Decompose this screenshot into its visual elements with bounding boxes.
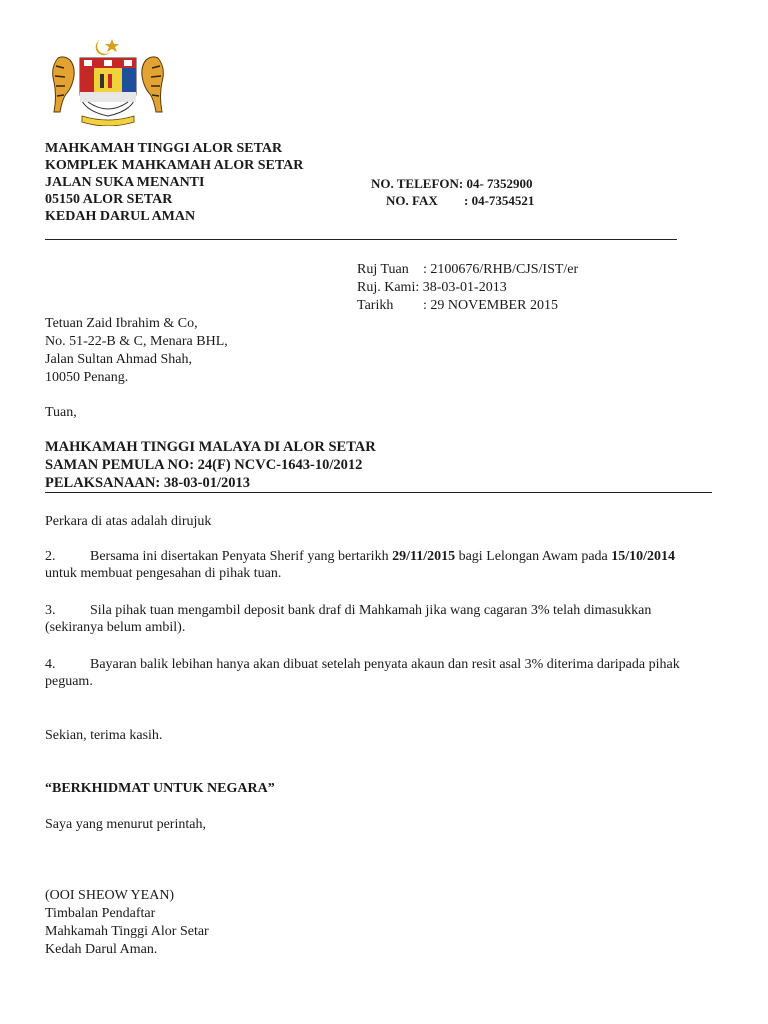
ruj-tuan-row	[357, 261, 578, 278]
org-line-3: JALAN SUKA MENANTI	[45, 175, 205, 190]
org-line-2: KOMPLEK MAHKAMAH ALOR SETAR	[45, 158, 304, 173]
fax-label: NO. FAX	[386, 193, 438, 208]
sheriff-statement-date: 29/11/2015	[392, 549, 456, 564]
telefon-number: NO. TELEFON: 04- 7352900	[371, 176, 533, 191]
subject-divider	[45, 492, 712, 493]
ruj-kami-value: 38-03-01-2013	[422, 280, 507, 295]
subject-line-3: PELAKSANAAN: 38-03-01/2013	[45, 475, 251, 491]
recipient-line-1: Tetuan Zaid Ibrahim & Co,	[45, 316, 198, 331]
motto: “BERKHIDMAT UNTUK NEGARA”	[45, 781, 275, 796]
signatory-location: Kedah Darul Aman.	[45, 942, 158, 957]
auction-date: 15/10/2014	[611, 549, 676, 564]
left-tiger-icon	[53, 57, 75, 112]
recipient-line-4: 10050 Penang.	[45, 370, 129, 385]
right-tiger-icon	[142, 57, 164, 112]
recipient-line-3: Jalan Sultan Ahmad Shah,	[45, 352, 192, 367]
org-line-1: MAHKAMAH TINGGI ALOR SETAR	[45, 141, 283, 156]
paragraph-2-number: 2.	[45, 549, 56, 564]
paragraph-3	[45, 602, 710, 636]
paragraph-4	[45, 656, 710, 690]
intro-paragraph: Perkara di atas adalah dirujuk	[45, 514, 212, 529]
paragraph-2-text-3: untuk membuat pengesahan di pihak tuan.	[45, 566, 282, 581]
tarikh-value: : 29 NOVEMBER 2015	[423, 298, 558, 313]
sign-off: Saya yang menurut perintah,	[45, 817, 206, 832]
tarikh-row	[357, 297, 558, 314]
paragraph-2	[45, 548, 710, 582]
paragraph-3-text: Sila pihak tuan mengambil deposit bank draf di Mahkamah jika wang cagaran 3% telah dimasukkan (sekiranya belum ambil).	[45, 603, 652, 635]
signatory-title: Timbalan Pendaftar	[45, 906, 156, 921]
ruj-tuan-value: : 2100676/RHB/CJS/IST/er	[423, 262, 579, 277]
paragraph-3-number: 3.	[45, 603, 56, 618]
closing-line: Sekian, terima kasih.	[45, 728, 163, 743]
crescent-icon	[96, 40, 110, 55]
ruj-tuan-label: Ruj Tuan	[357, 262, 409, 277]
fax-number: : 04-7354521	[464, 193, 535, 208]
ruj-kami-label: Ruj. Kami:	[357, 280, 420, 295]
subject-line-1: MAHKAMAH TINGGI MALAYA DI ALOR SETAR	[45, 439, 376, 455]
ruj-kami-row	[357, 279, 507, 296]
tarikh-label: Tarikh	[357, 298, 394, 313]
signatory-org: Mahkamah Tinggi Alor Setar	[45, 924, 209, 939]
org-line-5: KEDAH DARUL AMAN	[45, 209, 196, 224]
paragraph-4-text: Bayaran balik lebihan hanya akan dibuat setelah penyata akaun dan resit asal 3% diterima daripada pihak peguam.	[45, 657, 680, 689]
subject-line-2: SAMAN PEMULA NO: 24(F) NCVC-1643-10/2012	[45, 457, 363, 473]
header-divider	[45, 239, 677, 240]
coat-of-arms-emblem	[44, 36, 172, 126]
paragraph-4-number: 4.	[45, 657, 56, 672]
paragraph-2-text-1: Bersama ini disertakan Penyata Sherif yang bertarikh	[90, 549, 393, 564]
motto-scroll-icon	[82, 116, 134, 126]
star-icon	[105, 39, 119, 52]
paragraph-2-text-2: bagi Lelongan Awam pada	[455, 549, 612, 564]
signatory-name: (OOI SHEOW YEAN)	[45, 888, 175, 903]
salutation: Tuan,	[45, 405, 77, 420]
recipient-line-2: No. 51-22-B & C, Menara BHL,	[45, 334, 228, 349]
org-line-4: 05150 ALOR SETAR	[45, 192, 173, 207]
